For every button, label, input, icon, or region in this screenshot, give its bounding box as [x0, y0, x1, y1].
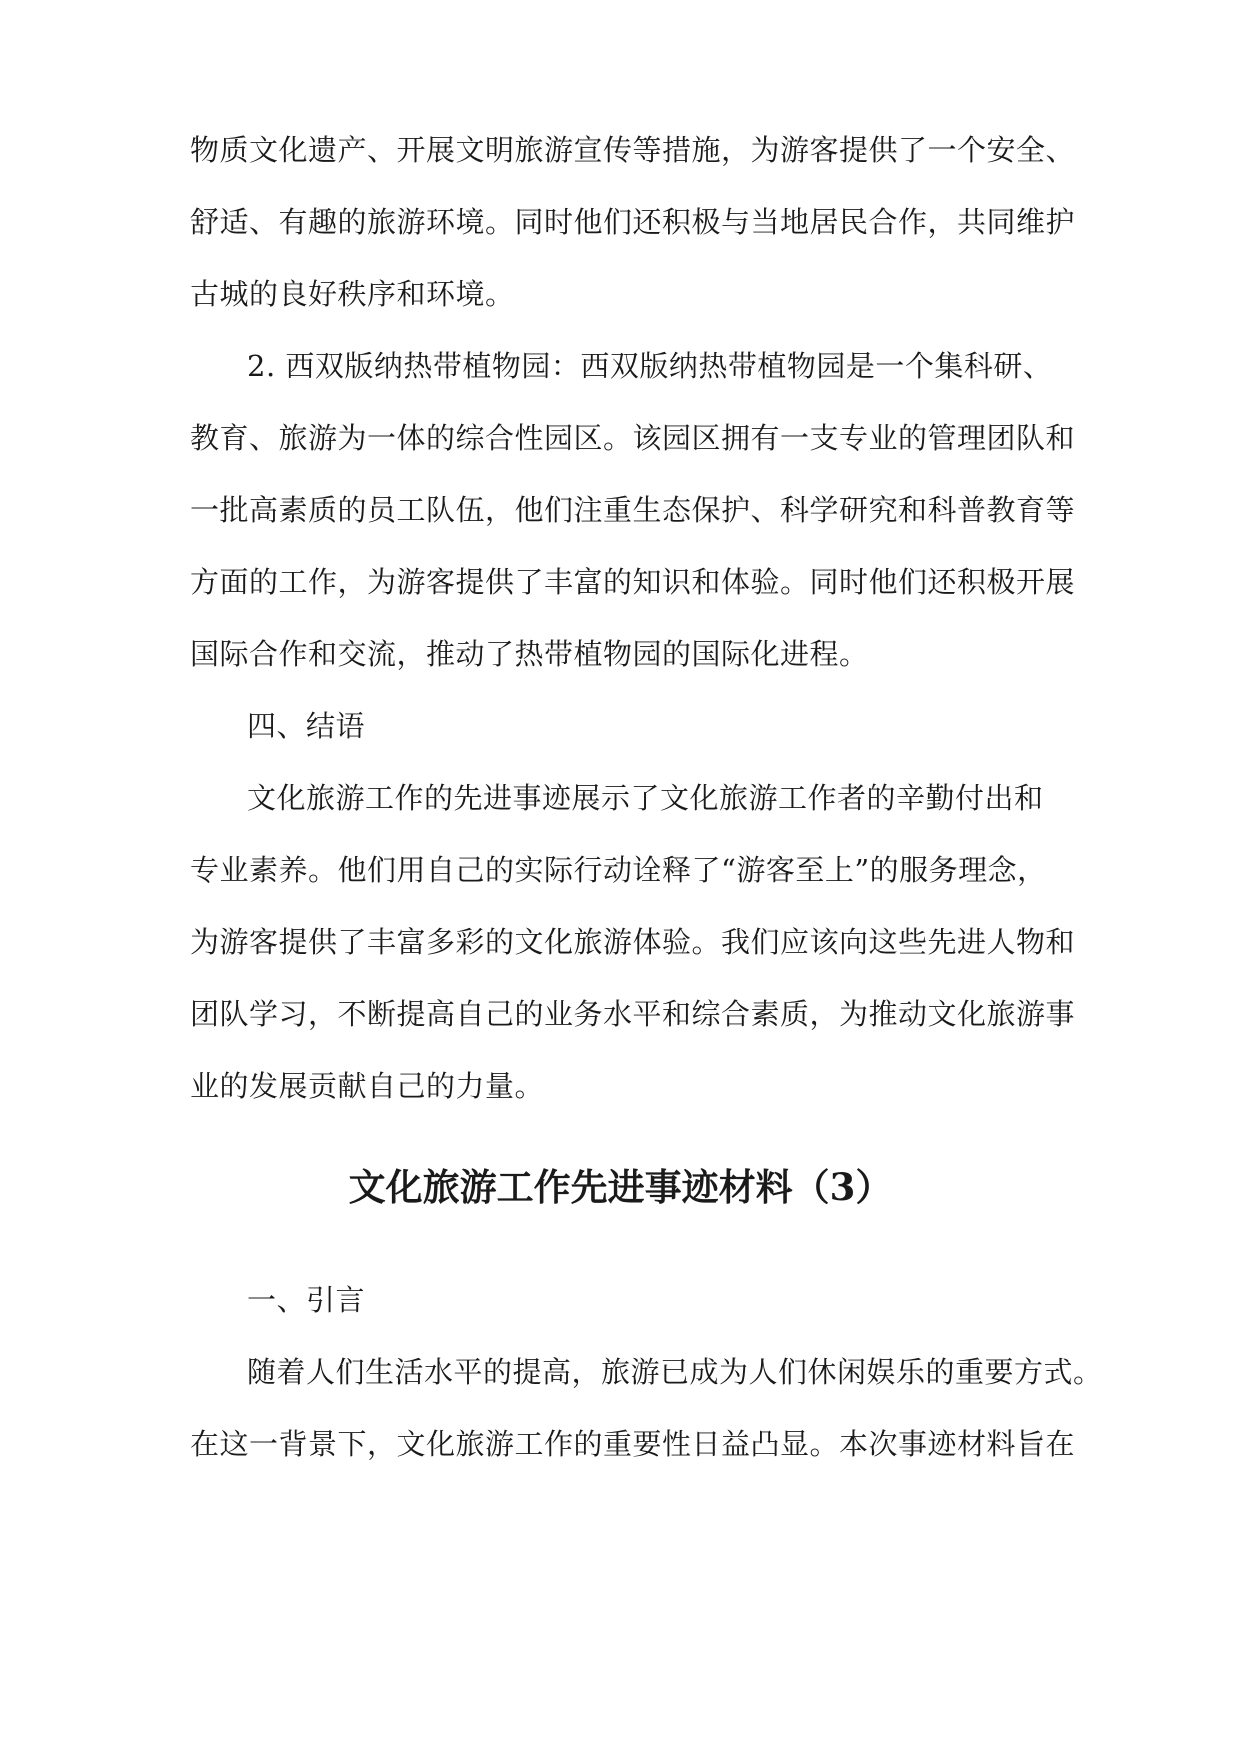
section-heading-conclusion: 四、结语 — [247, 709, 366, 743]
paragraph-line: 专业素养。他们用自己的实际行动诠释了“游客至上”的服务理念， — [190, 853, 1047, 887]
paragraph-line: 业的发展贡献自己的力量。 — [190, 1069, 545, 1103]
paragraph-line: 一批高素质的员工队伍，他们注重生态保护、科学研究和科普教育等 — [190, 493, 1076, 527]
paragraph-line: 教育、旅游为一体的综合性园区。该园区拥有一支专业的管理团队和 — [190, 421, 1076, 455]
paragraph-line: 团队学习，不断提高自己的业务水平和综合素质，为推动文化旅游事 — [190, 997, 1076, 1031]
paragraph-line: 物质文化遗产、开展文明旅游宣传等措施，为游客提供了一个安全、 — [190, 133, 1076, 167]
paragraph-line: 方面的工作，为游客提供了丰富的知识和体验。同时他们还积极开展 — [190, 565, 1076, 599]
paragraph-line: 国际合作和交流，推动了热带植物园的国际化进程。 — [190, 637, 869, 671]
document-title: 文化旅游工作先进事迹材料（3） — [348, 1165, 893, 1209]
paragraph-line: 文化旅游工作的先进事迹展示了文化旅游工作者的辛勤付出和 — [247, 781, 1044, 815]
paragraph-line: 在这一背景下，文化旅游工作的重要性日益凸显。本次事迹材料旨在 — [190, 1427, 1076, 1461]
paragraph-line: 2. 西双版纳热带植物园：西双版纳热带植物园是一个集科研、 — [247, 349, 1053, 383]
paragraph-line: 为游客提供了丰富多彩的文化旅游体验。我们应该向这些先进人物和 — [190, 925, 1076, 959]
paragraph-line: 古城的良好秩序和环境。 — [190, 277, 515, 311]
paragraph-line: 随着人们生活水平的提高，旅游已成为人们休闲娱乐的重要方式。 — [247, 1355, 1103, 1389]
section-heading-intro: 一、引言 — [247, 1283, 366, 1317]
paragraph-line: 舒适、有趣的旅游环境。同时他们还积极与当地居民合作，共同维护 — [190, 205, 1076, 239]
